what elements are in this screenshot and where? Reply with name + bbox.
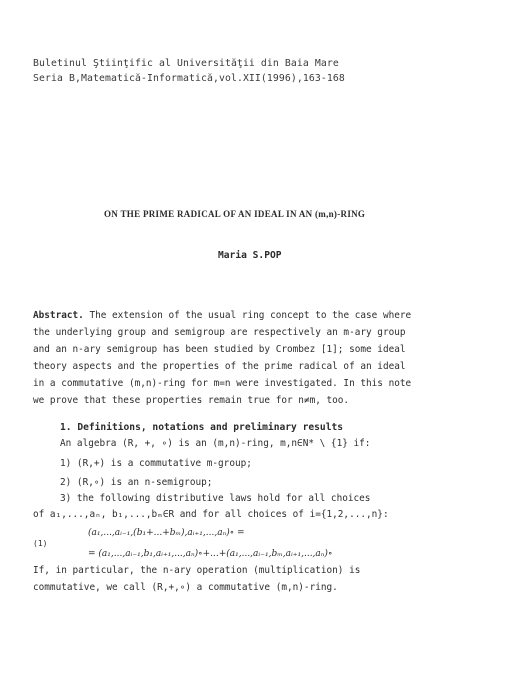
paragraph-line: commutative, we call (R,+,∘) a commutative (m,n)-ring.: [33, 582, 338, 593]
paper-title: ON THE PRIME RADICAL OF AN IDEAL IN AN (m,n)-RING: [104, 209, 366, 219]
abstract-line: theory aspects and the properties of the prime radical of an ideal: [33, 361, 406, 372]
abstract-label: Abstract.: [33, 310, 84, 321]
abstract-line: we prove that these properties remain true for n≠m, too.: [33, 395, 350, 406]
journal-series: Seria B,Matematică-Informatică,vol.XII(1996),163-168: [33, 73, 345, 84]
axiom-3: 3) the following distributive laws hold for all choices: [60, 493, 371, 504]
equation-line-2: = (a₁,...,aᵢ₋₁,b₁,aᵢ₊₁,...,aₙ)∘+...+(a₁,...,aᵢ₋₁,bₘ,aᵢ₊₁,...,aₙ)∘: [88, 549, 333, 559]
paragraph-line: If, in particular, the n-ary operation (multiplication) is: [33, 565, 361, 576]
equation-number: (1): [33, 539, 48, 548]
abstract-line: and an n-ary semigroup has been studied by Crombez [1]; some ideal: [33, 344, 406, 355]
paper-author: Maria S.POP: [218, 250, 282, 261]
journal-name: Buletinul Ştiinţific al Universităţii din Baia Mare: [33, 58, 339, 69]
abstract-line: in a commutative (m,n)-ring for m=n were investigated. In this note: [33, 378, 412, 389]
equation-line-1: (a₁,...,aᵢ₋₁,(b₁+...+bₘ),aᵢ₊₁,...,aₙ)∘ =: [88, 528, 245, 538]
axiom-1: 1) (R,+) is a commutative m-group;: [60, 458, 252, 469]
definition-line: An algebra (R, +, ∘) is an (m,n)-ring, m,n∈N* \ {1} if:: [60, 438, 371, 449]
abstract-line: the underlying group and semigroup are respectively an m-ary group: [33, 327, 406, 338]
axiom-2: 2) (R,∘) is an n-semigroup;: [60, 477, 213, 488]
axiom-3-cont: of a₁,...,aₙ, b₁,...,bₘ∈R and for all choices of i={1,2,...,n}:: [33, 509, 389, 520]
section-heading: 1. Definitions, notations and preliminary results: [60, 422, 344, 433]
abstract-line: Abstract. The extension of the usual ring concept to the case where: [33, 310, 412, 321]
